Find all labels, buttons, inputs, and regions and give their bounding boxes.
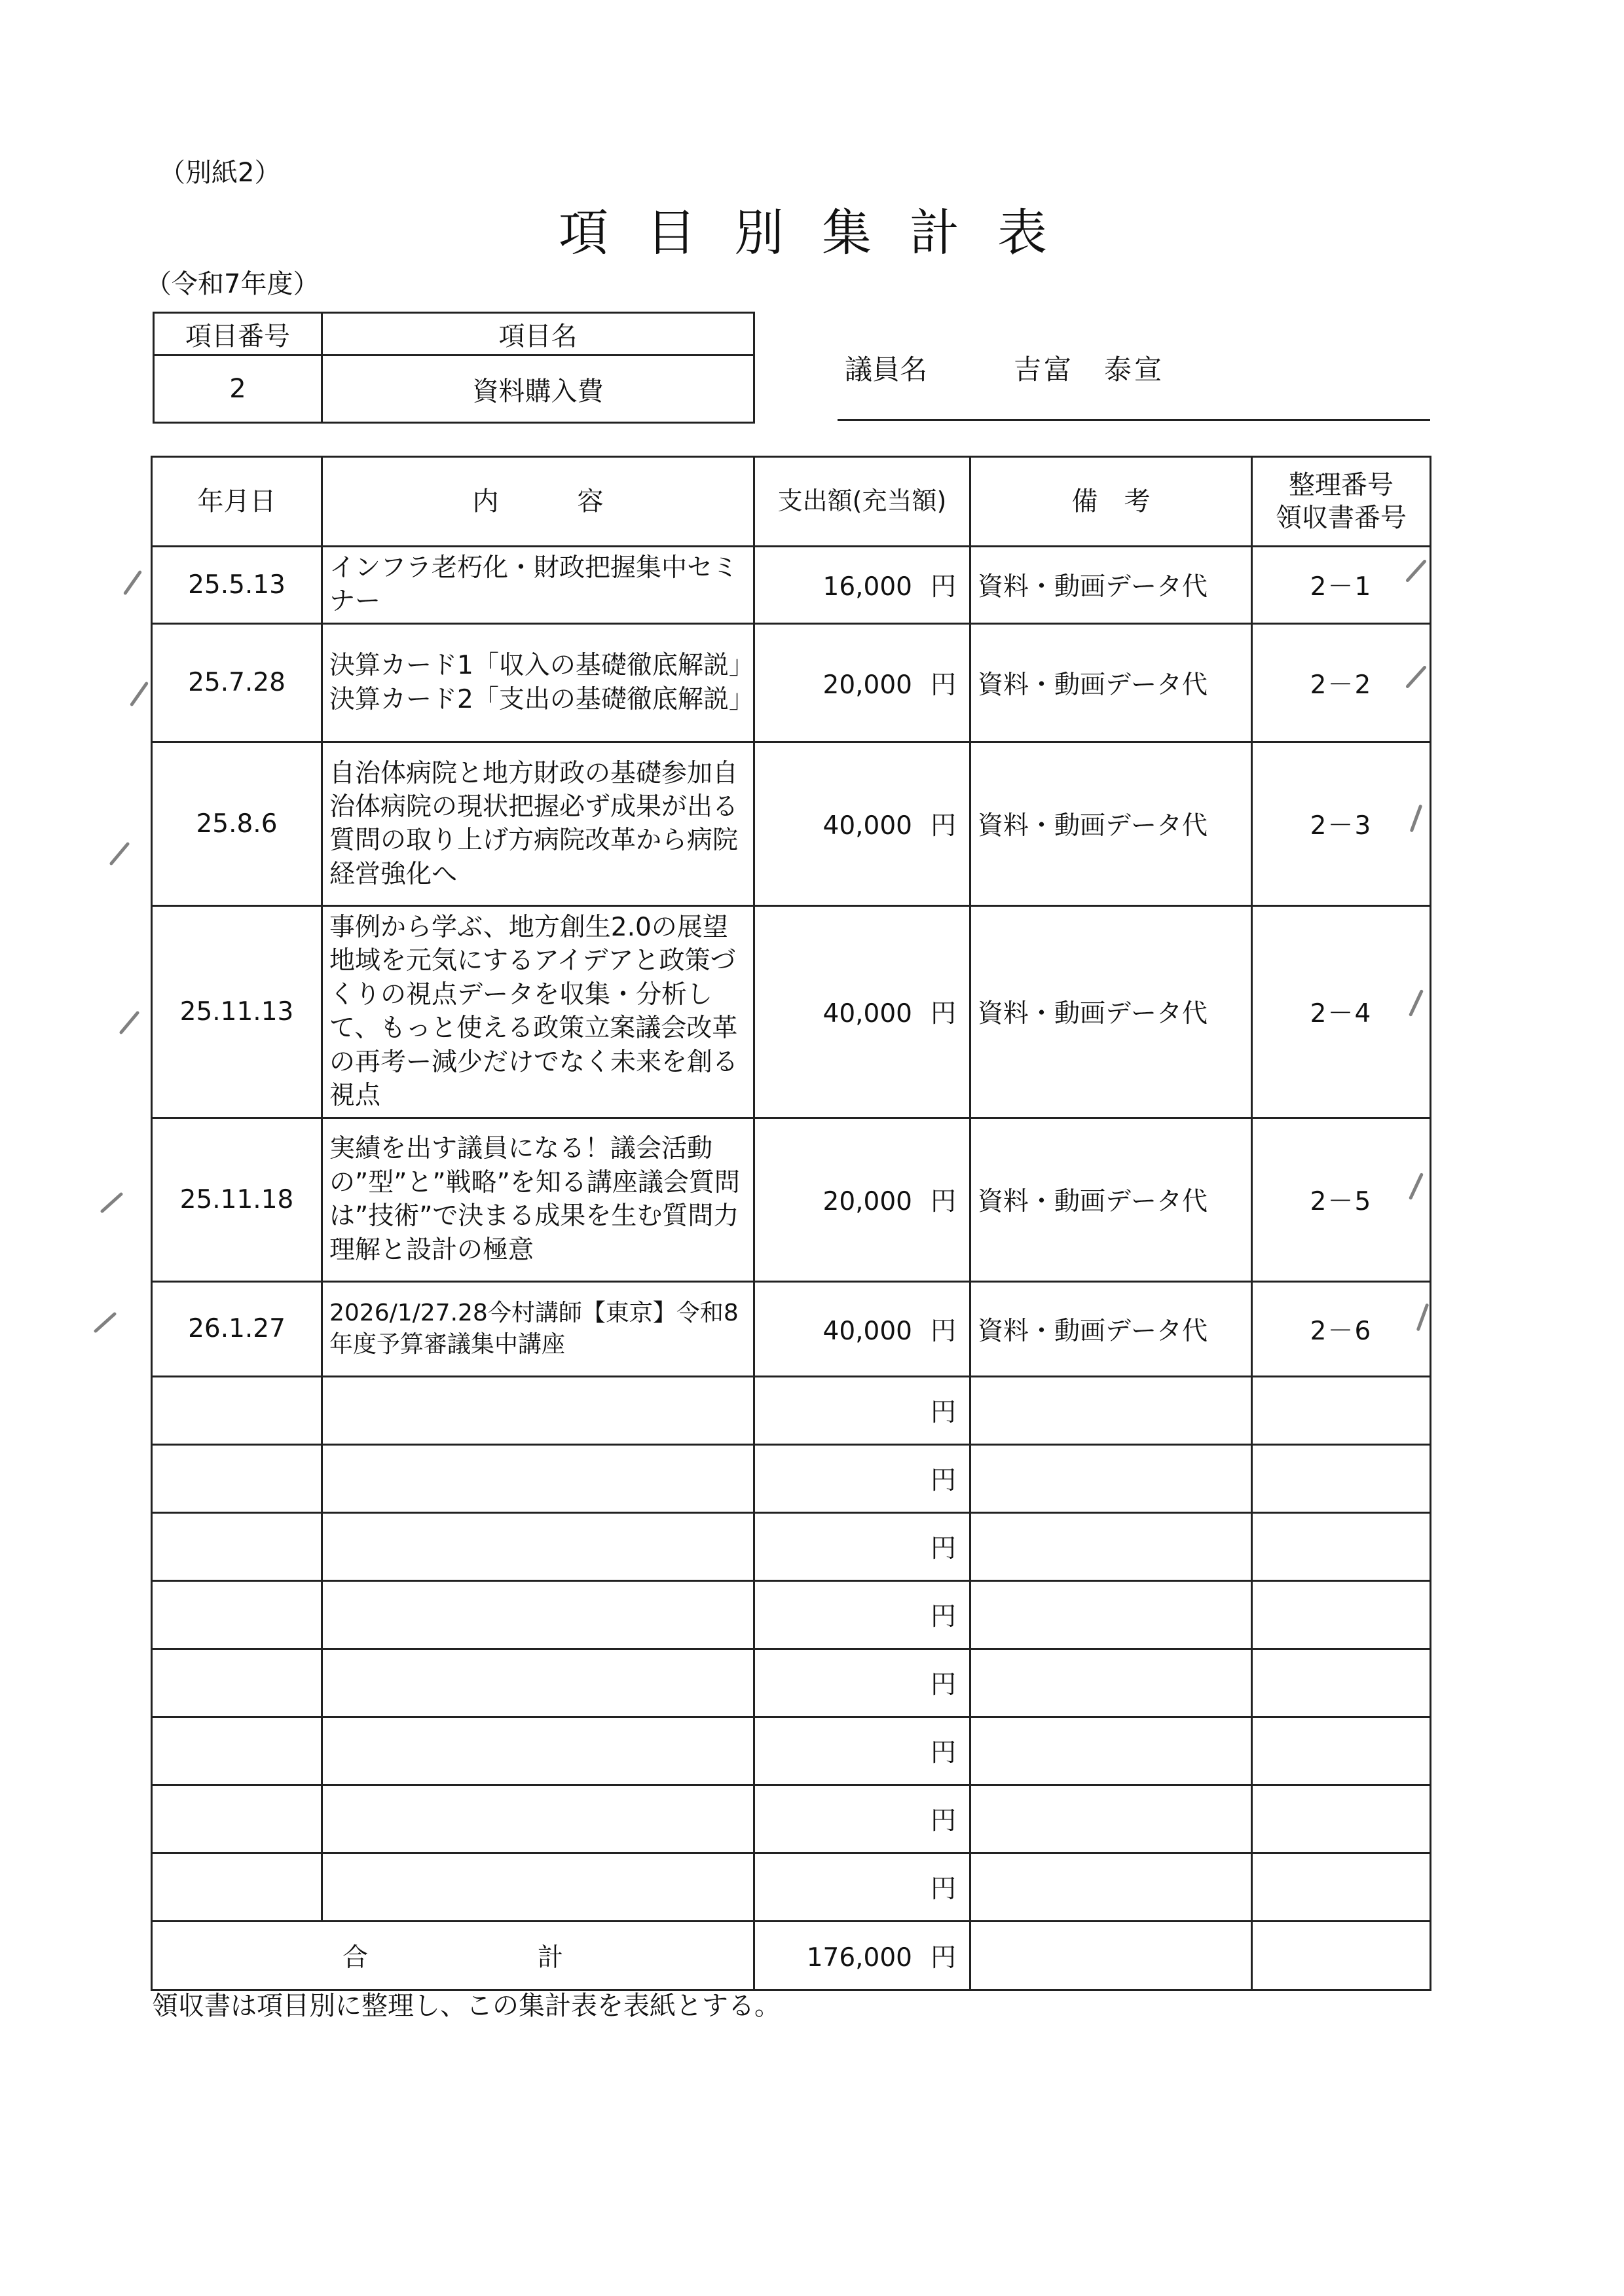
row-date: 25.7.28 <box>152 623 322 742</box>
yen-unit: 円 <box>930 670 956 700</box>
amount-value: 16,000 <box>822 572 912 602</box>
yen-unit: 円 <box>930 1874 956 1904</box>
check-mark <box>109 842 130 866</box>
item-number-header: 項目番号 <box>154 313 322 355</box>
item-name-value: 資料購入費 <box>322 355 754 423</box>
header-ref: 整理番号 領収書番号 <box>1252 457 1431 547</box>
header-content: 内 容 <box>322 457 754 547</box>
yen-unit: 円 <box>930 999 956 1029</box>
row-note: 資料・動画データ代 <box>970 905 1252 1118</box>
total-amount <box>754 1921 970 1990</box>
total-amount-value: 176,000 <box>806 1942 912 1973</box>
check-mark <box>119 1011 139 1035</box>
row-amount <box>754 742 970 905</box>
table-row-empty <box>152 1580 1431 1649</box>
amount-value: 20,000 <box>822 1187 912 1217</box>
row-ref: 2－1 <box>1252 547 1431 624</box>
row-content: 事例から学ぶ、地方創生2.0の展望地域を元気にするアイデアと政策づくりの視点データを収集・分析して、もっと使える政策立案議会改革の再考ー減少だけでなく未来を創る視点 <box>322 905 754 1118</box>
table-row <box>152 1281 1431 1376</box>
header-date: 年月日 <box>152 457 322 547</box>
yen-unit: 円 <box>930 1738 956 1768</box>
item-number-value: 2 <box>154 355 322 423</box>
amount-value: 40,000 <box>822 999 912 1029</box>
item-name-header: 項目名 <box>322 313 754 355</box>
check-mark <box>100 1192 123 1213</box>
yen-unit: 円 <box>930 1670 956 1700</box>
yen-unit: 円 <box>930 811 956 841</box>
row-note: 資料・動画データ代 <box>970 547 1252 624</box>
row-content: インフラ老朽化・財政把握集中セミナー <box>322 547 754 624</box>
total-label: 合 計 <box>152 1921 754 1990</box>
member-underline <box>838 419 1430 421</box>
row-date: 26.1.27 <box>152 1281 322 1376</box>
table-row <box>152 742 1431 905</box>
yen-unit: 円 <box>930 1806 956 1836</box>
row-amount <box>754 623 970 742</box>
row-date: 25.8.6 <box>152 742 322 905</box>
row-ref: 2－3 <box>1252 742 1431 905</box>
yen-unit: 円 <box>930 1942 956 1973</box>
row-content: 決算カード1「収入の基礎徹底解説」決算カード2「支出の基礎徹底解説」 <box>322 623 754 742</box>
footnote: 領収書は項目別に整理し、この集計表を表紙とする。 <box>152 1991 781 2021</box>
amount-value: 20,000 <box>822 670 912 700</box>
table-row <box>152 547 1431 624</box>
check-mark <box>123 570 142 596</box>
row-date: 25.5.13 <box>152 547 322 624</box>
item-info-table <box>153 312 755 424</box>
row-note: 資料・動画データ代 <box>970 623 1252 742</box>
table-row-empty <box>152 1785 1431 1853</box>
row-date: 25.11.13 <box>152 905 322 1118</box>
row-amount <box>754 547 970 624</box>
amount-value: 40,000 <box>822 811 912 841</box>
yen-unit: 円 <box>930 1534 956 1564</box>
total-row <box>152 1921 1431 1990</box>
table-row <box>152 623 1431 742</box>
table-row-empty <box>152 1853 1431 1921</box>
table-row <box>152 1118 1431 1281</box>
table-row-empty <box>152 1649 1431 1717</box>
expense-table <box>151 456 1431 1991</box>
row-note: 資料・動画データ代 <box>970 1118 1252 1281</box>
amount-value: 40,000 <box>822 1316 912 1346</box>
page-title: 項目別集計表 <box>559 204 1085 262</box>
row-content: 実績を出す議員になる！議会活動の”型”と”戦略”を知る講座議会質問は”技術”で決まる成果を生む質問力理解と設計の極意 <box>322 1118 754 1281</box>
row-content: 2026/1/27.28今村講師【東京】令和8年度予算審議集中講座 <box>322 1281 754 1376</box>
row-content: 自治体病院と地方財政の基礎参加自治体病院の現状把握必ず成果が出る質問の取り上げ方病院改革から病院経営強化へ <box>322 742 754 905</box>
yen-unit: 円 <box>930 1398 956 1428</box>
attachment-label: （別紙2） <box>159 158 281 188</box>
yen-unit: 円 <box>930 572 956 602</box>
table-row-empty <box>152 1376 1431 1444</box>
table-row <box>152 905 1431 1118</box>
row-date: 25.11.18 <box>152 1118 322 1281</box>
row-amount <box>754 1118 970 1281</box>
row-ref: 2－5 <box>1252 1118 1431 1281</box>
row-ref: 2－4 <box>1252 905 1431 1118</box>
row-ref: 2－6 <box>1252 1281 1431 1376</box>
row-amount <box>754 905 970 1118</box>
member-name: 吉富 泰宣 <box>1014 354 1165 386</box>
yen-unit: 円 <box>930 1602 956 1632</box>
row-note: 資料・動画データ代 <box>970 1281 1252 1376</box>
yen-unit: 円 <box>930 1466 956 1496</box>
header-note: 備 考 <box>970 457 1252 547</box>
yen-unit: 円 <box>930 1316 956 1346</box>
row-note: 資料・動画データ代 <box>970 742 1252 905</box>
member-label: 議員名 <box>845 354 928 386</box>
check-mark <box>93 1311 117 1333</box>
row-amount <box>754 1281 970 1376</box>
check-mark <box>130 682 149 707</box>
row-ref: 2－2 <box>1252 623 1431 742</box>
table-row-empty <box>152 1717 1431 1785</box>
table-row-empty <box>152 1444 1431 1512</box>
fiscal-year-label: （令和7年度） <box>145 269 320 299</box>
table-row-empty <box>152 1512 1431 1580</box>
yen-unit: 円 <box>930 1187 956 1217</box>
header-amount: 支出額(充当額) <box>754 457 970 547</box>
